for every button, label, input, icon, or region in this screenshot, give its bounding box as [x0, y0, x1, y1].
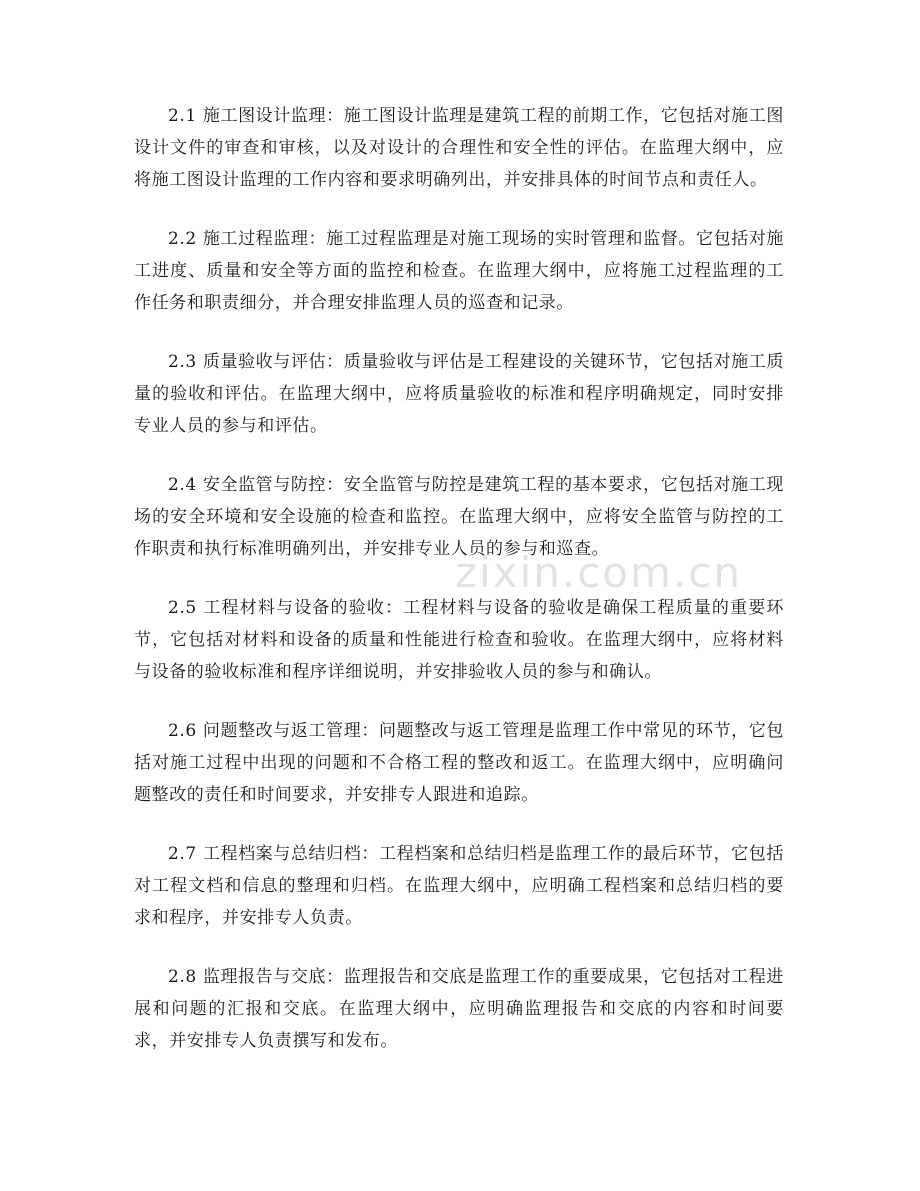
paragraph-2-5: 2.5 工程材料与设备的验收：工程材料与设备的验收是确保工程质量的重要环节，它包括对材料和设备的质量和性能进行检查和验收。在监理大纲中，应将材料与设备的验收标准和程序详细说明，并安排验收人员的参与和确认。	[134, 598, 784, 682]
paragraph-2-6: 2.6 问题整改与返工管理：问题整改与返工管理是监理工作中常见的环节，它包括对施工过程中出现的问题和不合格工程的整改和返工。在监理大纲中，应明确问题整改的责任和时间要求，并安排专人跟进和追踪。	[134, 721, 784, 805]
paragraph-2-1: 2.1 施工图设计监理：施工图设计监理是建筑工程的前期工作，它包括对施工图设计文件的审查和审核，以及对设计的合理性和安全性的评估。在监理大纲中，应将施工图设计监理的工作内容和要求明确列出，并安排具体的时间节点和责任人。	[134, 106, 784, 190]
paragraph-2-7: 2.7 工程档案与总结归档：工程档案和总结归档是监理工作的最后环节，它包括对工程文档和信息的整理和归档。在监理大纲中，应明确工程档案和总结归档的要求和程序，并安排专人负责。	[134, 844, 784, 928]
paragraph-2-8: 2.8 监理报告与交底：监理报告和交底是监理工作的重要成果，它包括对工程进展和问题的汇报和交底。在监理大纲中，应明确监理报告和交底的内容和时间要求，并安排专人负责撰写和发布。	[134, 967, 784, 1051]
watermark: zixin.com.cn	[455, 548, 742, 597]
paragraph-2-4: 2.4 安全监管与防控：安全监管与防控是建筑工程的基本要求，它包括对施工现场的安全环境和安全设施的检查和监控。在监理大纲中，应将安全监管与防控的工作职责和执行标准明确列出，并安排专业人员的参与和巡查。	[134, 475, 784, 559]
paragraph-2-3: 2.3 质量验收与评估：质量验收与评估是工程建设的关键环节，它包括对施工质量的验收和评估。在监理大纲中，应将质量验收的标准和程序明确规定，同时安排专业人员的参与和评估。	[134, 352, 784, 436]
document-body	[134, 100, 784, 1084]
paragraph-2-2: 2.2 施工过程监理：施工过程监理是对施工现场的实时管理和监督。它包括对施工进度、质量和安全等方面的监控和检查。在监理大纲中，应将施工过程监理的工作任务和职责细分，并合理安排监理人员的巡查和记录。	[134, 229, 784, 313]
